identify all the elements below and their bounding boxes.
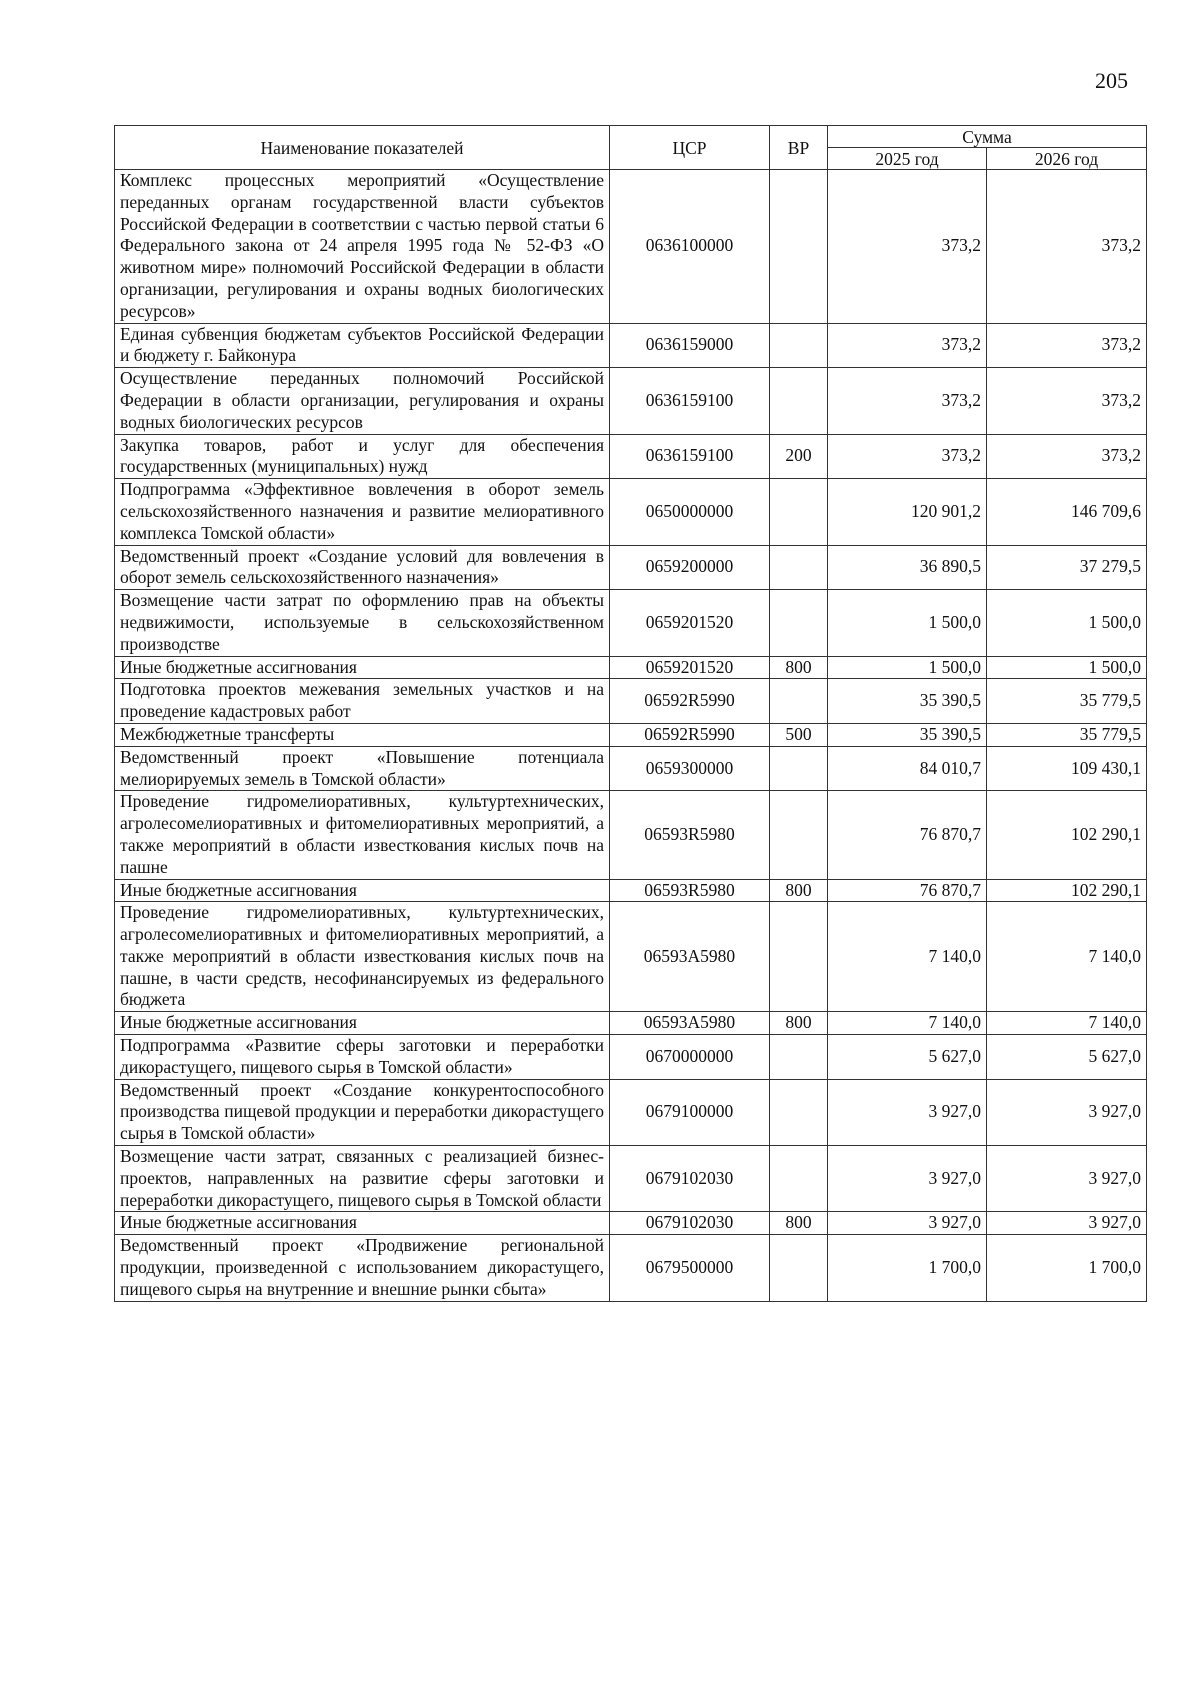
table-row [115,791,1147,879]
row-sum-2025: 373,2 [828,368,987,434]
row-sum-2025: 84 010,7 [828,746,987,791]
row-vr [770,679,828,724]
row-sum-2026: 146 709,6 [987,479,1147,545]
header-sum: Сумма [828,126,1147,148]
row-name: Ведомственный проект «Создание условий для вовлечения в оборот земель сельскохозяйственного назначения» [115,545,610,590]
row-name: Ведомственный проект «Продвижение региональной продукции, произведенной с использованием дикорастущего, пищевого сырья на внутренние и внешние рынки сбыта» [115,1235,610,1301]
table-row [115,723,1147,746]
row-vr: 800 [770,1212,828,1235]
row-sum-2025: 373,2 [828,434,987,479]
table-row [115,323,1147,368]
table-row [115,746,1147,791]
row-vr [770,170,828,324]
header-year-2026: 2026 год [987,148,1147,170]
row-sum-2025: 3 927,0 [828,1079,987,1145]
row-sum-2025: 373,2 [828,170,987,324]
row-csr: 06592R5990 [610,679,770,724]
row-csr: 06592R5990 [610,723,770,746]
row-csr: 06593R5980 [610,879,770,902]
row-name: Ведомственный проект «Повышение потенциала мелиорируемых земель в Томской области» [115,746,610,791]
table-row [115,1079,1147,1145]
row-sum-2025: 76 870,7 [828,791,987,879]
row-name: Возмещение части затрат, связанных с реализацией бизнес-проектов, направленных на развитие сферы заготовки и переработки дикорастущего, пищевого сырья в Томской области [115,1146,610,1212]
row-sum-2026: 35 779,5 [987,679,1147,724]
row-sum-2025: 1 500,0 [828,590,987,656]
row-sum-2026: 373,2 [987,368,1147,434]
row-sum-2026: 1 700,0 [987,1235,1147,1301]
row-sum-2025: 7 140,0 [828,902,987,1012]
table-row [115,1146,1147,1212]
row-sum-2025: 3 927,0 [828,1212,987,1235]
row-csr: 0636159100 [610,368,770,434]
row-vr [770,1146,828,1212]
row-name: Закупка товаров, работ и услуг для обеспечения государственных (муниципальных) нужд [115,434,610,479]
row-vr [770,902,828,1012]
row-vr: 500 [770,723,828,746]
row-name: Проведение гидромелиоративных, культуртехнических, агролесомелиоративных и фитомелиоративных мероприятий, а также мероприятий в области известкования кислых почв на пашне, в части средств, несофинансируемых из федерального бюджета [115,902,610,1012]
row-sum-2026: 3 927,0 [987,1212,1147,1235]
row-sum-2026: 37 279,5 [987,545,1147,590]
row-vr: 200 [770,434,828,479]
row-sum-2025: 7 140,0 [828,1012,987,1035]
row-sum-2025: 3 927,0 [828,1146,987,1212]
row-name: Осуществление переданных полномочий Российской Федерации в области организации, регулирования и охраны водных биологических ресурсов [115,368,610,434]
row-vr [770,479,828,545]
row-vr [770,1079,828,1145]
table-row [115,1212,1147,1235]
row-name: Проведение гидромелиоративных, культуртехнических, агролесомелиоративных и фитомелиоративных мероприятий, а также мероприятий в области известкования кислых почв на пашне [115,791,610,879]
row-sum-2025: 35 390,5 [828,723,987,746]
row-vr [770,545,828,590]
row-sum-2026: 7 140,0 [987,902,1147,1012]
budget-table [114,125,1147,1302]
row-name: Единая субвенция бюджетам субъектов Российской Федерации и бюджету г. Байконура [115,323,610,368]
row-sum-2025: 36 890,5 [828,545,987,590]
table-row [115,679,1147,724]
table-row [115,879,1147,902]
row-csr: 0636100000 [610,170,770,324]
table-row [115,434,1147,479]
row-csr: 0679100000 [610,1079,770,1145]
row-sum-2026: 1 500,0 [987,656,1147,679]
row-name: Иные бюджетные ассигнования [115,1012,610,1035]
table-row [115,656,1147,679]
row-csr: 0659300000 [610,746,770,791]
row-sum-2026: 3 927,0 [987,1079,1147,1145]
row-sum-2026: 7 140,0 [987,1012,1147,1035]
row-sum-2026: 373,2 [987,323,1147,368]
table-row [115,590,1147,656]
header-csr: ЦСР [610,126,770,170]
row-vr [770,791,828,879]
row-csr: 06593A5980 [610,902,770,1012]
row-sum-2026: 3 927,0 [987,1146,1147,1212]
row-csr: 0636159000 [610,323,770,368]
row-sum-2025: 35 390,5 [828,679,987,724]
page-number: 205 [1095,68,1128,93]
row-name: Возмещение части затрат по оформлению прав на объекты недвижимости, используемые в сельскохозяйственном производстве [115,590,610,656]
row-sum-2025: 373,2 [828,323,987,368]
row-vr [770,746,828,791]
row-name: Ведомственный проект «Создание конкурентоспособного производства пищевой продукции и переработки дикорастущего сырья в Томской области» [115,1079,610,1145]
row-vr: 800 [770,656,828,679]
row-sum-2026: 373,2 [987,434,1147,479]
row-csr: 0659201520 [610,590,770,656]
row-sum-2025: 1 700,0 [828,1235,987,1301]
row-sum-2026: 5 627,0 [987,1035,1147,1080]
table-row [115,1235,1147,1301]
row-name: Иные бюджетные ассигнования [115,1212,610,1235]
table-row [115,1012,1147,1035]
header-year-2025: 2025 год [828,148,987,170]
row-vr: 800 [770,1012,828,1035]
table-body [115,170,1147,1302]
row-csr: 06593A5980 [610,1012,770,1035]
row-vr [770,1235,828,1301]
row-sum-2025: 120 901,2 [828,479,987,545]
row-csr: 0670000000 [610,1035,770,1080]
row-csr: 0679102030 [610,1212,770,1235]
row-csr: 06593R5980 [610,791,770,879]
table-row [115,545,1147,590]
row-name: Иные бюджетные ассигнования [115,879,610,902]
row-sum-2026: 102 290,1 [987,791,1147,879]
row-sum-2026: 102 290,1 [987,879,1147,902]
row-name: Комплекс процессных мероприятий «Осуществление переданных органам государственной власти субъектов Российской Федерации в соответствии с частью первой статьи 6 Федерального закона от 24 апреля 1995 года № 52-ФЗ «О животном мире» полномочий Российской Федерации в области организации, регулирования и охраны водных биологических ресурсов» [115,170,610,324]
row-name: Подпрограмма «Развитие сферы заготовки и переработки дикорастущего, пищевого сырья в Томской области» [115,1035,610,1080]
table-row [115,170,1147,324]
row-sum-2026: 373,2 [987,170,1147,324]
header-vr: ВР [770,126,828,170]
row-sum-2025: 1 500,0 [828,656,987,679]
row-csr: 0636159100 [610,434,770,479]
table-row [115,1035,1147,1080]
row-vr [770,323,828,368]
row-name: Иные бюджетные ассигнования [115,656,610,679]
row-vr: 800 [770,879,828,902]
row-vr [770,590,828,656]
table-row [115,479,1147,545]
row-name: Подпрограмма «Эффективное вовлечения в оборот земель сельскохозяйственного назначения и развитие мелиоративного комплекса Томской области» [115,479,610,545]
row-csr: 0659200000 [610,545,770,590]
table-row [115,368,1147,434]
row-csr: 0659201520 [610,656,770,679]
row-sum-2025: 5 627,0 [828,1035,987,1080]
row-vr [770,368,828,434]
header-name: Наименование показателей [115,126,610,170]
table-row [115,902,1147,1012]
row-sum-2025: 76 870,7 [828,879,987,902]
row-name: Подготовка проектов межевания земельных участков и на проведение кадастровых работ [115,679,610,724]
row-csr: 0679500000 [610,1235,770,1301]
row-sum-2026: 35 779,5 [987,723,1147,746]
row-name: Межбюджетные трансферты [115,723,610,746]
row-csr: 0650000000 [610,479,770,545]
row-sum-2026: 1 500,0 [987,590,1147,656]
row-sum-2026: 109 430,1 [987,746,1147,791]
row-csr: 0679102030 [610,1146,770,1212]
row-vr [770,1035,828,1080]
